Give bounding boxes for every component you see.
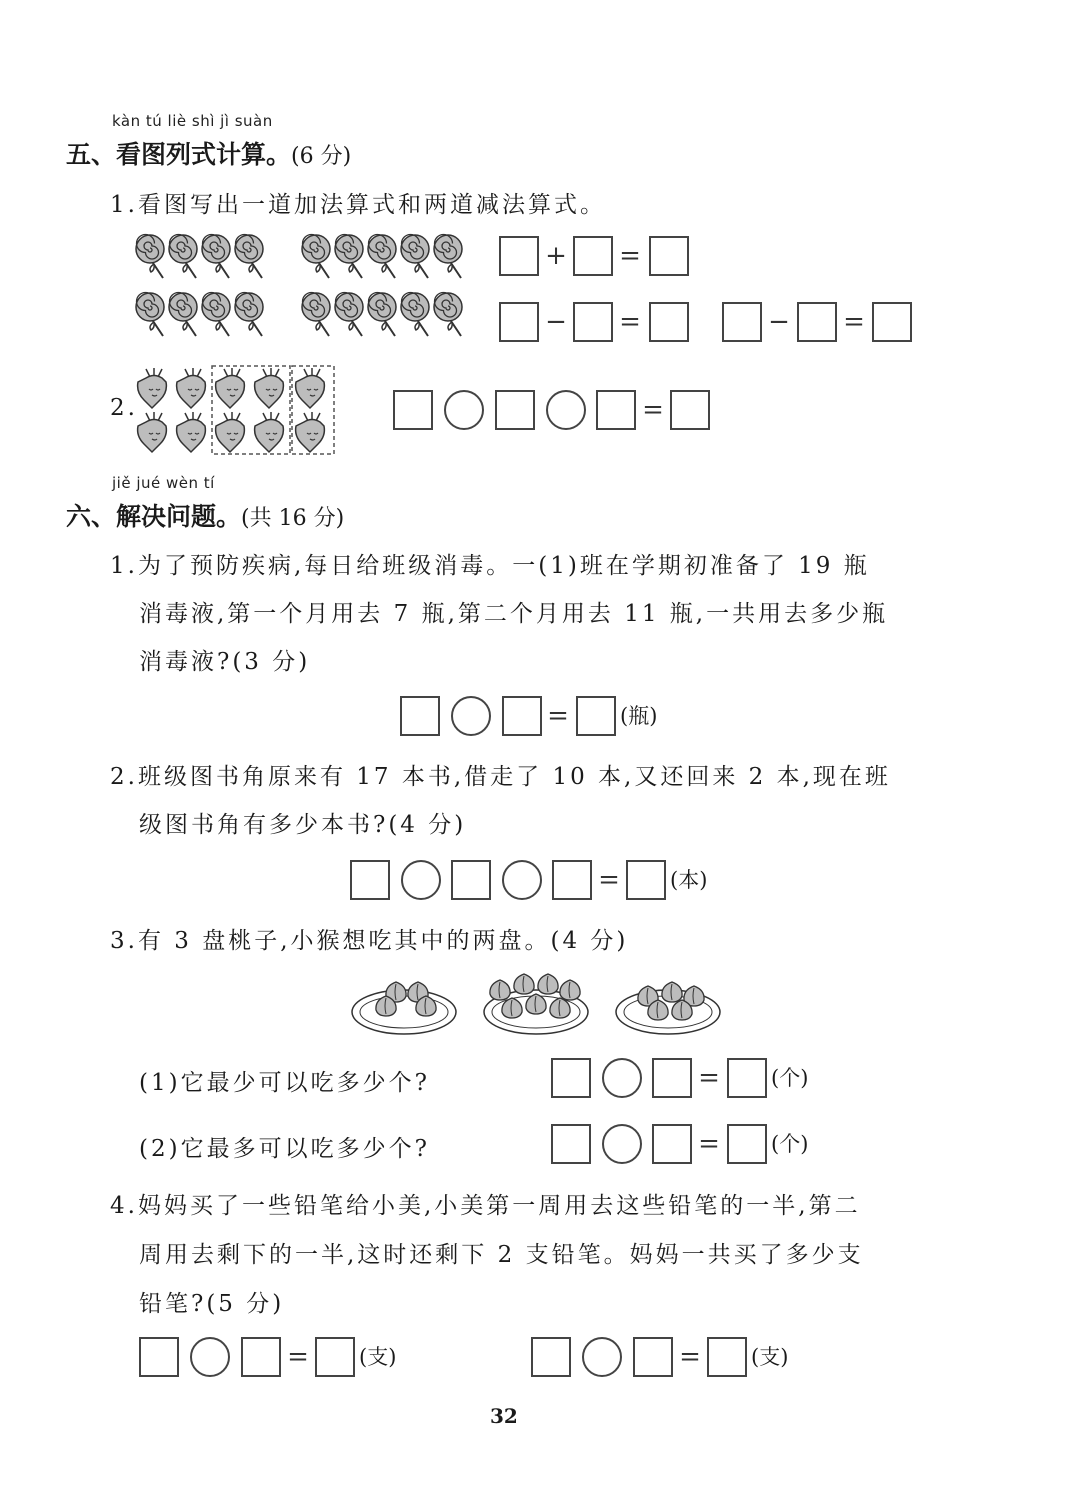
lollipops-group-2 xyxy=(302,235,462,337)
radishes-dashed-2 xyxy=(296,368,325,452)
s6-q4-line-2: 周用去剩下的一半,这时还剩下 2 支铅笔。妈妈一共买了多少支 xyxy=(139,1242,864,1268)
s6-q3-text: 3.有 3 盘桃子,小猴想吃其中的两盘。(4 分) xyxy=(110,928,629,954)
minus-sign: − xyxy=(545,307,567,337)
answer-box[interactable] xyxy=(499,236,539,276)
answer-box[interactable] xyxy=(315,1337,355,1377)
answer-box[interactable] xyxy=(707,1337,747,1377)
section6-points: (共 16 分) xyxy=(241,506,345,531)
lollipops-group-1 xyxy=(136,235,263,337)
answer-box[interactable] xyxy=(727,1058,767,1098)
answer-box[interactable] xyxy=(573,236,613,276)
s6-q3-sub1-text: (1)它最少可以吃多少个? xyxy=(139,1070,430,1096)
answer-box[interactable] xyxy=(350,860,390,900)
s6-q4-line-1: 4.妈妈买了一些铅笔给小美,小美第一周用去这些铅笔的一半,第二 xyxy=(110,1193,861,1219)
unit-label: (个) xyxy=(771,1066,809,1090)
lollipops-picture xyxy=(132,230,477,350)
answer-box[interactable] xyxy=(576,696,616,736)
answer-box[interactable] xyxy=(633,1337,673,1377)
answer-box[interactable] xyxy=(727,1124,767,1164)
radishes-dashed-1 xyxy=(216,368,284,452)
answer-box[interactable] xyxy=(241,1337,281,1377)
radishes-picture xyxy=(132,364,338,456)
operator-circle[interactable] xyxy=(401,860,441,900)
section5-points: (6 分) xyxy=(291,144,352,169)
plate-2 xyxy=(484,974,588,1034)
section6-heading xyxy=(66,497,344,533)
s6-q2-line-2: 级图书角有多少本书?(4 分) xyxy=(139,812,467,838)
operator-circle[interactable] xyxy=(602,1058,642,1098)
plate-1 xyxy=(352,982,456,1034)
answer-box[interactable] xyxy=(652,1124,692,1164)
answer-box[interactable] xyxy=(872,302,912,342)
s6-q1-line-3: 消毒液?(3 分) xyxy=(139,649,311,675)
answer-box[interactable] xyxy=(552,860,592,900)
equals-sign: = xyxy=(843,307,865,337)
unit-label: (支) xyxy=(359,1345,397,1369)
equals-sign: = xyxy=(619,307,641,337)
equals-sign: = xyxy=(642,395,664,425)
section5-pinyin: kàn tú liè shì jì suàn xyxy=(112,112,273,130)
minus-sign: − xyxy=(768,307,790,337)
answer-box[interactable] xyxy=(626,860,666,900)
answer-box[interactable] xyxy=(495,390,535,430)
equals-sign: = xyxy=(698,1063,720,1093)
answer-box[interactable] xyxy=(797,302,837,342)
answer-box[interactable] xyxy=(551,1124,591,1164)
equals-sign: = xyxy=(287,1342,309,1372)
equals-sign: = xyxy=(679,1342,701,1372)
operator-circle[interactable] xyxy=(602,1124,642,1164)
answer-box[interactable] xyxy=(652,1058,692,1098)
s6-q1-line-2: 消毒液,第一个月用去 7 瓶,第二个月用去 11 瓶,一共用去多少瓶 xyxy=(139,601,889,627)
answer-box[interactable] xyxy=(573,302,613,342)
section6-pinyin: jiě jué wèn tí xyxy=(112,474,215,492)
section5-heading xyxy=(66,135,351,171)
plate-3 xyxy=(616,982,720,1034)
answer-box[interactable] xyxy=(451,860,491,900)
answer-box[interactable] xyxy=(393,390,433,430)
equals-sign: = xyxy=(598,865,620,895)
answer-box[interactable] xyxy=(722,302,762,342)
radishes-left xyxy=(138,368,206,452)
operator-circle[interactable] xyxy=(451,696,491,736)
s5-q1-text: 1.看图写出一道加法算式和两道减法算式。 xyxy=(110,192,606,218)
answer-box[interactable] xyxy=(551,1058,591,1098)
answer-box[interactable] xyxy=(502,696,542,736)
unit-label: (瓶) xyxy=(620,704,658,728)
plus-sign: + xyxy=(545,241,567,271)
operator-circle[interactable] xyxy=(444,390,484,430)
answer-box[interactable] xyxy=(499,302,539,342)
equals-sign: = xyxy=(698,1129,720,1159)
answer-box[interactable] xyxy=(649,236,689,276)
answer-box[interactable] xyxy=(670,390,710,430)
equals-sign: = xyxy=(547,701,569,731)
operator-circle[interactable] xyxy=(582,1337,622,1377)
s5-q2-number: 2. xyxy=(110,395,138,421)
unit-label: (支) xyxy=(751,1345,789,1369)
page-number: 32 xyxy=(490,1404,518,1428)
section6-title: 六、解决问题。 xyxy=(66,502,242,531)
operator-circle[interactable] xyxy=(190,1337,230,1377)
peach-plates-picture xyxy=(350,966,722,1038)
operator-circle[interactable] xyxy=(546,390,586,430)
answer-box[interactable] xyxy=(596,390,636,430)
operator-circle[interactable] xyxy=(502,860,542,900)
answer-box[interactable] xyxy=(139,1337,179,1377)
equals-sign: = xyxy=(619,241,641,271)
answer-box[interactable] xyxy=(531,1337,571,1377)
s6-q2-line-1: 2.班级图书角原来有 17 本书,借走了 10 本,又还回来 2 本,现在班 xyxy=(110,764,891,790)
unit-label: (个) xyxy=(771,1132,809,1156)
s6-q3-sub2-text: (2)它最多可以吃多少个? xyxy=(139,1136,430,1162)
unit-label: (本) xyxy=(670,868,708,892)
s6-q1-line-1: 1.为了预防疾病,每日给班级消毒。一(1)班在学期初准备了 19 瓶 xyxy=(110,553,870,579)
answer-box[interactable] xyxy=(649,302,689,342)
section5-title: 五、看图列式计算。 xyxy=(66,140,292,169)
s6-q4-line-3: 铅笔?(5 分) xyxy=(139,1291,285,1317)
answer-box[interactable] xyxy=(400,696,440,736)
